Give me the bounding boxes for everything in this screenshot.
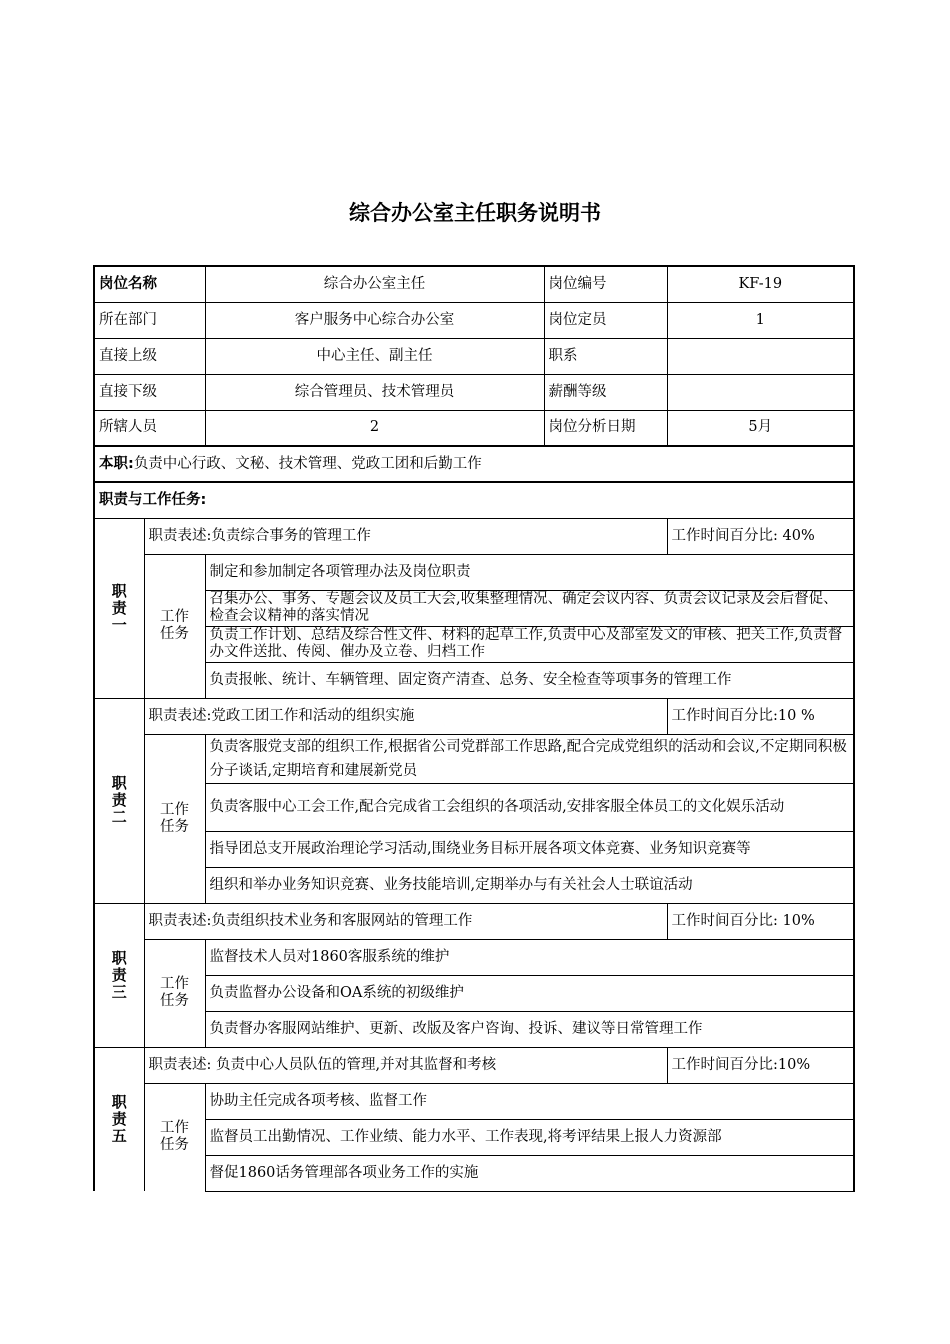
role-row [94, 446, 854, 482]
duty-summary-row [94, 903, 854, 939]
duty-summary-row [94, 1047, 854, 1083]
task-row [94, 1155, 854, 1191]
duty-percent: 工作时间百分比: 40% [667, 518, 854, 554]
info-label: 所在部门 [94, 302, 205, 338]
info-label: 岗位名称 [94, 266, 205, 302]
duty-name: 职 责 一 [94, 518, 144, 698]
duty-name: 职 责 五 [94, 1047, 144, 1191]
task-text: 召集办公、事务、专题会议及员工大会,收集整理情况、确定会议内容、负责会议记录及会后督促、检查会议精神的落实情况 [205, 590, 854, 626]
task-text: 协助主任完成各项考核、监督工作 [205, 1083, 854, 1119]
duty-summary: 职责表述:负责综合事务的管理工作 [144, 518, 667, 554]
duties-header: 职责与工作任务: [94, 482, 854, 518]
info-row [94, 374, 854, 410]
info-value: 综合办公室主任 [205, 266, 544, 302]
task-label: 工作 任务 [144, 939, 205, 1047]
info-value: KF-19 [667, 266, 854, 302]
task-text: 负责报帐、统计、车辆管理、固定资产清查、总务、安全检查等项事务的管理工作 [205, 662, 854, 698]
task-row [94, 626, 854, 662]
info-row [94, 302, 854, 338]
task-row [94, 554, 854, 590]
task-text: 负责客服党支部的组织工作,根据省公司党群部工作思路,配合完成党组织的活动和会议,不定期同积极分子谈话,定期培育和建展新党员 [205, 734, 854, 783]
info-label: 岗位定员 [544, 302, 667, 338]
task-row [94, 662, 854, 698]
duty-percent: 工作时间百分比: 10% [667, 903, 854, 939]
info-value [667, 374, 854, 410]
duty-summary: 职责表述:党政工团工作和活动的组织实施 [144, 698, 667, 734]
task-text: 制定和参加制定各项管理办法及岗位职责 [205, 554, 854, 590]
info-label: 岗位编号 [544, 266, 667, 302]
role-cell [94, 446, 854, 482]
task-row [94, 590, 854, 626]
task-label: 工作 任务 [144, 1083, 205, 1191]
info-value: 中心主任、副主任 [205, 338, 544, 374]
info-value: 5月 [667, 410, 854, 446]
task-label: 工作 任务 [144, 554, 205, 698]
duty-summary-row [94, 518, 854, 554]
info-label: 岗位分析日期 [544, 410, 667, 446]
task-text: 负责客服中心工会工作,配合完成省工会组织的各项活动,安排客服全体员工的文化娱乐活动 [205, 783, 854, 831]
info-value: 客户服务中心综合办公室 [205, 302, 544, 338]
task-text: 组织和举办业务知识竞赛、业务技能培训,定期举办与有关社会人士联谊活动 [205, 867, 854, 903]
info-label: 所辖人员 [94, 410, 205, 446]
duty-percent: 工作时间百分比:10% [667, 1047, 854, 1083]
page-title: 综合办公室主任职务说明书 [349, 201, 601, 225]
info-label: 直接下级 [94, 374, 205, 410]
task-row [94, 939, 854, 975]
duty-summary: 职责表述: 负责中心人员队伍的管理,并对其监督和考核 [144, 1047, 667, 1083]
task-text: 监督员工出勤情况、工作业绩、能力水平、工作表现,将考评结果上报人力资源部 [205, 1119, 854, 1155]
task-row [94, 734, 854, 783]
duty-summary-row [94, 698, 854, 734]
role-label: 本职: [99, 455, 134, 472]
info-row [94, 266, 854, 302]
task-text: 监督技术人员对1860客服系统的维护 [205, 939, 854, 975]
task-text: 督促1860话务管理部各项业务工作的实施 [205, 1155, 854, 1191]
role-text: 负责中心行政、文秘、技术管理、党政工团和后勤工作 [133, 455, 482, 472]
task-text: 负责监督办公设备和OA系统的初级维护 [205, 975, 854, 1011]
task-row [94, 831, 854, 867]
task-row [94, 1119, 854, 1155]
duties-header-row [94, 482, 854, 518]
duty-name: 职 责 二 [94, 698, 144, 903]
task-text: 指导团总支开展政治理论学习活动,围绕业务目标开展各项文体竞赛、业务知识竞赛等 [205, 831, 854, 867]
info-value: 1 [667, 302, 854, 338]
info-value [667, 338, 854, 374]
duty-summary: 职责表述:负责组织技术业务和客服网站的管理工作 [144, 903, 667, 939]
info-value: 综合管理员、技术管理员 [205, 374, 544, 410]
info-label: 职系 [544, 338, 667, 374]
job-description-table [93, 265, 855, 1192]
task-row [94, 1011, 854, 1047]
info-label: 直接上级 [94, 338, 205, 374]
duty-percent: 工作时间百分比:10 % [667, 698, 854, 734]
task-text: 负责督办客服网站维护、更新、改版及客户咨询、投诉、建议等日常管理工作 [205, 1011, 854, 1047]
info-value: 2 [205, 410, 544, 446]
task-label: 工作 任务 [144, 734, 205, 903]
info-label: 薪酬等级 [544, 374, 667, 410]
task-text: 负责工作计划、总结及综合性文件、材料的起草工作,负责中心及部室发文的审核、把关工作,负责督办文件送批、传阅、催办及立卷、归档工作 [205, 626, 854, 662]
info-row [94, 338, 854, 374]
task-row [94, 1083, 854, 1119]
task-row [94, 975, 854, 1011]
duty-name: 职 责 三 [94, 903, 144, 1047]
task-row [94, 867, 854, 903]
info-row [94, 410, 854, 446]
task-row [94, 783, 854, 831]
